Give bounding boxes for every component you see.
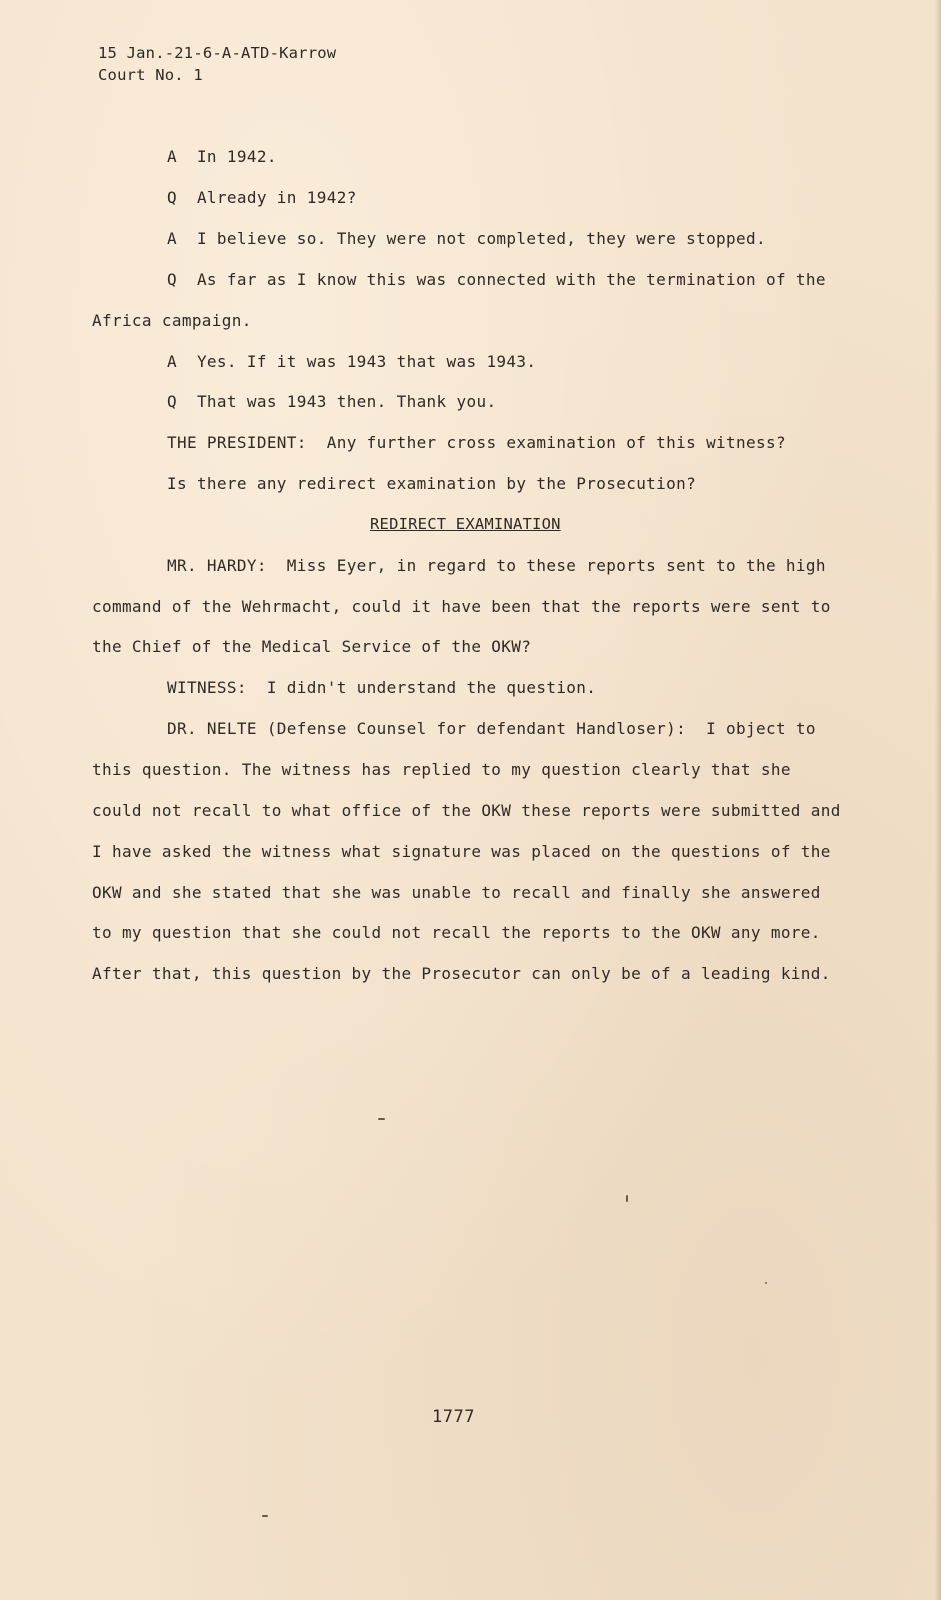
transcript-line: Q Already in 1942? bbox=[167, 188, 357, 207]
transcript-line: MR. HARDY: Miss Eyer, in regard to these reports sent to the high bbox=[167, 556, 826, 575]
transcript-line: could not recall to what office of the OKW these reports were submitted and bbox=[92, 801, 841, 820]
transcript-line: WITNESS: I didn't understand the question. bbox=[167, 678, 597, 697]
paper-speck bbox=[262, 1515, 268, 1517]
paper-speck bbox=[378, 1118, 385, 1120]
transcript-line: OKW and she stated that she was unable to recall and finally she answered bbox=[92, 883, 821, 902]
transcript-line: this question. The witness has replied to my question clearly that she bbox=[92, 760, 791, 779]
transcript-line: the Chief of the Medical Service of the OKW? bbox=[92, 637, 532, 656]
page-edge-shadow bbox=[935, 0, 941, 1600]
page-number: 1777 bbox=[432, 1407, 475, 1427]
transcript-line: THE PRESIDENT: Any further cross examination of this witness? bbox=[167, 433, 786, 452]
transcript-line: Q As far as I know this was connected with the termination of the bbox=[167, 270, 826, 289]
transcript-line: Q That was 1943 then. Thank you. bbox=[167, 392, 497, 411]
paper-speck bbox=[626, 1195, 628, 1202]
transcript-line: After that, this question by the Prosecutor can only be of a leading kind. bbox=[92, 964, 831, 983]
section-heading: REDIRECT EXAMINATION bbox=[370, 515, 561, 533]
transcript-line: I have asked the witness what signature was placed on the questions of the bbox=[92, 842, 831, 861]
paper-speck bbox=[765, 1282, 767, 1284]
transcript-line: command of the Wehrmacht, could it have been that the reports were sent to bbox=[92, 597, 831, 616]
transcript-line: A Yes. If it was 1943 that was 1943. bbox=[167, 352, 537, 371]
transcript-line: A I believe so. They were not completed, they were stopped. bbox=[167, 229, 766, 248]
header-court-line: Court No. 1 bbox=[98, 66, 203, 84]
transcript-line: A In 1942. bbox=[167, 147, 277, 166]
transcript-line: DR. NELTE (Defense Counsel for defendant Handloser): I object to bbox=[167, 719, 816, 738]
transcript-line: to my question that she could not recall the reports to the OKW any more. bbox=[92, 923, 821, 942]
transcript-line: Africa campaign. bbox=[92, 311, 252, 330]
header-docket-line: 15 Jan.-21-6-A-ATD-Karrow bbox=[98, 44, 337, 62]
transcript-line: Is there any redirect examination by the Prosecution? bbox=[167, 474, 697, 493]
